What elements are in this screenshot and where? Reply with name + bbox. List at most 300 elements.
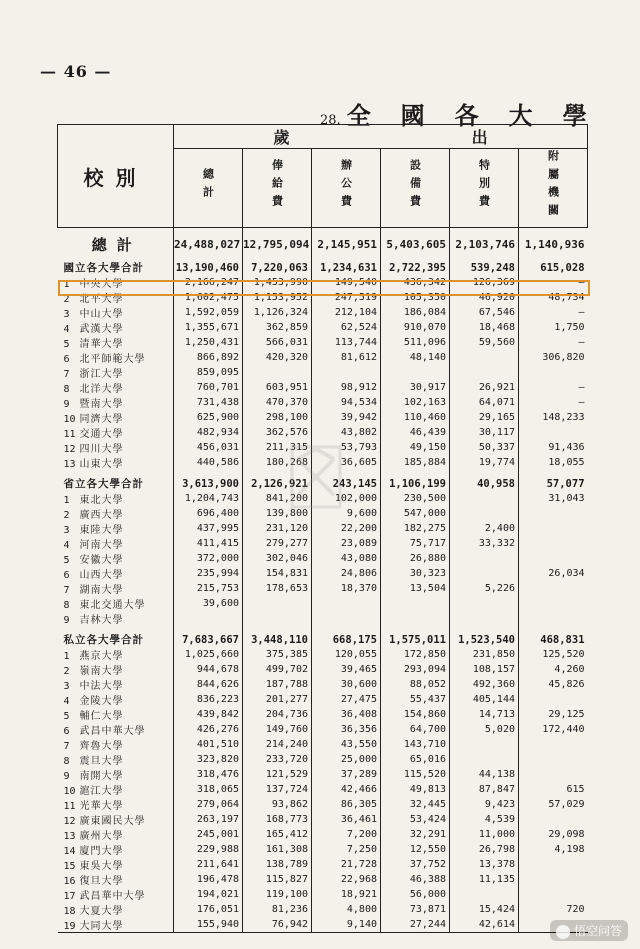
table-row <box>58 797 588 812</box>
table-row <box>58 521 588 536</box>
value-cell: 3,613,900 <box>174 476 243 491</box>
value-cell: 2,126,921 <box>243 476 312 491</box>
value-cell: 411,415 <box>174 536 243 551</box>
row-index: 15 <box>63 861 76 872</box>
value-cell: 866,892 <box>174 350 243 365</box>
row-index: 13 <box>63 459 76 470</box>
table-row <box>58 410 588 425</box>
table-row <box>58 536 588 551</box>
value-cell: 87,847 <box>450 782 519 797</box>
value-cell: 194,021 <box>174 887 243 902</box>
school-name-cell <box>58 350 174 365</box>
school-name-cell <box>58 551 174 566</box>
row-index: 2 <box>63 510 70 521</box>
value-cell: 75,717 <box>381 536 450 551</box>
school-name: 東陸大學 <box>79 525 124 536</box>
value-cell: 149,540 <box>312 275 381 290</box>
value-cell: 46,388 <box>381 872 450 887</box>
value-cell: 1,126,324 <box>243 305 312 320</box>
value-cell <box>519 365 588 380</box>
value-cell: 760,701 <box>174 380 243 395</box>
row-index: 8 <box>63 756 70 767</box>
value-cell: 178,653 <box>243 581 312 596</box>
value-cell: 279,277 <box>243 536 312 551</box>
school-header: 校別 <box>58 125 174 228</box>
value-cell: 470,370 <box>243 395 312 410</box>
school-name: 交通大學 <box>79 429 124 440</box>
school-name-cell <box>58 611 174 626</box>
value-cell: 440,586 <box>174 455 243 470</box>
school-name-cell <box>58 647 174 662</box>
watermark-logo-icon <box>290 445 342 509</box>
value-cell: 1,523,540 <box>450 632 519 647</box>
value-cell: 185,884 <box>381 455 450 470</box>
value-cell: 39,600 <box>174 596 243 611</box>
column-header-label: 設備費 <box>408 159 422 213</box>
school-name: 震旦大學 <box>79 756 124 767</box>
value-cell: 1,140,936 <box>519 228 588 261</box>
school-name-cell <box>58 677 174 692</box>
school-name-cell <box>58 917 174 933</box>
column-header-label: 辦公費 <box>339 159 353 213</box>
value-cell: 31,043 <box>519 491 588 506</box>
grand-total-row <box>58 228 588 261</box>
school-name: 東吳大學 <box>79 861 124 872</box>
table-row <box>58 707 588 722</box>
value-cell: 11,135 <box>450 872 519 887</box>
value-cell: 7,250 <box>312 842 381 857</box>
value-cell: 22,968 <box>312 872 381 887</box>
value-cell: 76,942 <box>243 917 312 933</box>
table-row <box>58 917 588 933</box>
value-cell: 1,153,952 <box>243 290 312 305</box>
row-index: 11 <box>63 801 76 812</box>
value-cell: 62,524 <box>312 320 381 335</box>
school-name-cell <box>58 290 174 305</box>
row-index: 14 <box>63 846 76 857</box>
table-row <box>58 887 588 902</box>
school-name-cell <box>58 872 174 887</box>
value-cell: 4,539 <box>450 812 519 827</box>
value-cell: 57,077 <box>519 476 588 491</box>
value-cell: 37,752 <box>381 857 450 872</box>
value-cell: 43,802 <box>312 425 381 440</box>
school-name: 廣西大學 <box>79 510 124 521</box>
school-name-cell <box>58 767 174 782</box>
value-cell: 49,813 <box>381 782 450 797</box>
table-row <box>58 827 588 842</box>
school-name-cell <box>58 737 174 752</box>
value-cell: 4,260 <box>519 662 588 677</box>
school-name-cell <box>58 506 174 521</box>
value-cell <box>519 596 588 611</box>
expenditure-header-char-2: 出 <box>471 128 488 147</box>
value-cell <box>519 611 588 626</box>
value-cell: 36,408 <box>312 707 381 722</box>
school-name: 廈門大學 <box>79 846 124 857</box>
value-cell: 67,546 <box>450 305 519 320</box>
value-cell <box>450 491 519 506</box>
table-row <box>58 551 588 566</box>
value-cell: 566,031 <box>243 335 312 350</box>
value-cell: 215,753 <box>174 581 243 596</box>
value-cell: 372,000 <box>174 551 243 566</box>
school-name-cell <box>58 857 174 872</box>
value-cell <box>519 737 588 752</box>
school-name: 山西大學 <box>79 570 124 581</box>
column-header-label: 特別費 <box>477 159 491 213</box>
school-name-cell <box>58 782 174 797</box>
value-cell: 43,080 <box>312 551 381 566</box>
value-cell: 27,475 <box>312 692 381 707</box>
row-index: 9 <box>63 771 70 782</box>
value-cell: 110,460 <box>381 410 450 425</box>
value-cell: 40,958 <box>450 476 519 491</box>
school-name: 大同大學 <box>79 921 124 932</box>
value-cell: 231,850 <box>450 647 519 662</box>
row-index: 6 <box>63 354 70 365</box>
column-header <box>381 149 450 228</box>
value-cell: 172,440 <box>519 722 588 737</box>
table-row <box>58 842 588 857</box>
value-cell: 48,734 <box>519 290 588 305</box>
value-cell <box>519 425 588 440</box>
value-cell: 1,250,431 <box>174 335 243 350</box>
value-cell: 59,560 <box>450 335 519 350</box>
value-cell <box>450 752 519 767</box>
value-cell: 13,504 <box>381 581 450 596</box>
value-cell: 668,175 <box>312 632 381 647</box>
school-name: 安徽大學 <box>79 555 124 566</box>
value-cell: 859,095 <box>174 365 243 380</box>
value-cell: 362,859 <box>243 320 312 335</box>
school-name-cell <box>58 902 174 917</box>
value-cell: 375,385 <box>243 647 312 662</box>
value-cell: 1,575,011 <box>381 632 450 647</box>
value-cell <box>450 737 519 752</box>
value-cell <box>450 365 519 380</box>
table-row <box>58 365 588 380</box>
value-cell: 499,702 <box>243 662 312 677</box>
value-cell: 115,520 <box>381 767 450 782</box>
column-header <box>450 149 519 228</box>
value-cell <box>243 611 312 626</box>
school-name-cell <box>58 662 174 677</box>
value-cell: 615 <box>519 782 588 797</box>
value-cell: 64,071 <box>450 395 519 410</box>
school-name-cell <box>58 260 174 275</box>
value-cell: 115,827 <box>243 872 312 887</box>
value-cell: 55,437 <box>381 692 450 707</box>
value-cell: 211,315 <box>243 440 312 455</box>
value-cell <box>381 596 450 611</box>
value-cell: 91,436 <box>519 440 588 455</box>
school-name-cell <box>58 752 174 767</box>
school-name-cell <box>58 521 174 536</box>
value-cell: 1,234,631 <box>312 260 381 275</box>
table-row <box>58 647 588 662</box>
school-name: 私立各大學合計 <box>63 634 144 646</box>
expenditure-header-char-1: 歲 <box>273 128 290 147</box>
value-cell: 247,519 <box>312 290 381 305</box>
value-cell: 302,046 <box>243 551 312 566</box>
school-name-cell <box>58 797 174 812</box>
value-cell <box>519 872 588 887</box>
table-row <box>58 566 588 581</box>
value-cell: 102,163 <box>381 395 450 410</box>
school-name: 燕京大學 <box>79 651 124 662</box>
table-row <box>58 722 588 737</box>
table-row <box>58 872 588 887</box>
value-cell: 113,744 <box>312 335 381 350</box>
table-row <box>58 395 588 410</box>
value-cell: 161,308 <box>243 842 312 857</box>
school-name-cell <box>58 335 174 350</box>
school-name-cell <box>58 305 174 320</box>
university-expenditure-table <box>57 124 588 933</box>
value-cell: 18,468 <box>450 320 519 335</box>
value-cell: 29,165 <box>450 410 519 425</box>
value-cell: 245,001 <box>174 827 243 842</box>
table-row <box>58 581 588 596</box>
value-cell: 9,423 <box>450 797 519 812</box>
table-row <box>58 812 588 827</box>
value-cell <box>174 611 243 626</box>
value-cell: 9,600 <box>312 506 381 521</box>
section-total-row <box>58 260 588 275</box>
table-row <box>58 902 588 917</box>
school-name-cell <box>58 491 174 506</box>
row-index: 8 <box>63 600 70 611</box>
value-cell: 105,350 <box>381 290 450 305</box>
table-row <box>58 857 588 872</box>
value-cell: 22,200 <box>312 521 381 536</box>
value-cell: 186,084 <box>381 305 450 320</box>
value-cell: 48,140 <box>381 350 450 365</box>
table-row <box>58 737 588 752</box>
value-cell: — <box>519 275 588 290</box>
row-index: 5 <box>63 339 70 350</box>
value-cell: 57,029 <box>519 797 588 812</box>
school-name: 嶺南大學 <box>79 666 124 677</box>
value-cell: 7,683,667 <box>174 632 243 647</box>
value-cell <box>519 521 588 536</box>
value-cell: 625,900 <box>174 410 243 425</box>
value-cell: 14,713 <box>450 707 519 722</box>
row-index: 7 <box>63 585 70 596</box>
school-name: 北洋大學 <box>79 384 124 395</box>
value-cell: 42,614 <box>450 917 519 933</box>
value-cell: 720 <box>519 902 588 917</box>
value-cell: 39,465 <box>312 662 381 677</box>
value-cell: 65,016 <box>381 752 450 767</box>
value-cell: 233,720 <box>243 752 312 767</box>
value-cell: 5,226 <box>450 581 519 596</box>
value-cell <box>519 752 588 767</box>
row-index: 6 <box>63 726 70 737</box>
value-cell: 21,728 <box>312 857 381 872</box>
value-cell: 53,793 <box>312 440 381 455</box>
value-cell: 143,710 <box>381 737 450 752</box>
column-header-label: 附屬機關 <box>546 150 560 222</box>
school-name: 湖南大學 <box>79 585 124 596</box>
value-cell <box>312 596 381 611</box>
value-cell: 36,461 <box>312 812 381 827</box>
value-cell: 298,100 <box>243 410 312 425</box>
school-name: 中山大學 <box>79 309 124 320</box>
value-cell: 53,424 <box>381 812 450 827</box>
value-cell: 125,520 <box>519 647 588 662</box>
table-row <box>58 767 588 782</box>
value-cell: 211,641 <box>174 857 243 872</box>
column-header <box>174 149 243 228</box>
value-cell: 1,204,743 <box>174 491 243 506</box>
value-cell: 27,244 <box>381 917 450 933</box>
table-row <box>58 611 588 626</box>
school-name: 北平大學 <box>79 294 124 305</box>
value-cell <box>381 365 450 380</box>
value-cell: 263,197 <box>174 812 243 827</box>
school-name-cell <box>58 536 174 551</box>
value-cell: 139,800 <box>243 506 312 521</box>
value-cell: 36,356 <box>312 722 381 737</box>
value-cell <box>450 506 519 521</box>
value-cell: 279,064 <box>174 797 243 812</box>
value-cell: 5,403,605 <box>381 228 450 261</box>
watermark-brand-text: 悟空问答 <box>573 924 622 938</box>
school-name: 廣州大學 <box>79 831 124 842</box>
value-cell: 229,988 <box>174 842 243 857</box>
school-name: 山東大學 <box>79 459 124 470</box>
value-cell: 26,880 <box>381 551 450 566</box>
value-cell: 9,140 <box>312 917 381 933</box>
value-cell: 94,534 <box>312 395 381 410</box>
table-row <box>58 350 588 365</box>
column-header <box>243 149 312 228</box>
value-cell <box>243 596 312 611</box>
value-cell: 212,104 <box>312 305 381 320</box>
table-title: 全國各大學 <box>346 101 617 130</box>
value-cell: 323,820 <box>174 752 243 767</box>
value-cell: 2,400 <box>450 521 519 536</box>
value-cell: 482,934 <box>174 425 243 440</box>
value-cell: 180,268 <box>243 455 312 470</box>
value-cell: 2,166,247 <box>174 275 243 290</box>
value-cell: 836,223 <box>174 692 243 707</box>
row-index: 8 <box>63 384 70 395</box>
table-row <box>58 782 588 797</box>
school-name: 同濟大學 <box>79 414 124 425</box>
value-cell: 293,094 <box>381 662 450 677</box>
value-cell: 401,510 <box>174 737 243 752</box>
value-cell: 1,592,059 <box>174 305 243 320</box>
value-cell: 2,145,951 <box>312 228 381 261</box>
value-cell <box>243 365 312 380</box>
school-name-cell <box>58 380 174 395</box>
value-cell: 45,826 <box>519 677 588 692</box>
value-cell: 32,445 <box>381 797 450 812</box>
table-row <box>58 677 588 692</box>
row-index: 2 <box>63 294 70 305</box>
row-index: 3 <box>63 681 70 692</box>
school-name-cell <box>58 476 174 491</box>
value-cell: 30,117 <box>450 425 519 440</box>
table-number: 28. <box>320 113 341 128</box>
value-cell <box>450 566 519 581</box>
value-cell: 235,994 <box>174 566 243 581</box>
school-name-cell <box>58 827 174 842</box>
value-cell: 2,103,746 <box>450 228 519 261</box>
value-cell: 42,466 <box>312 782 381 797</box>
value-cell: 182,275 <box>381 521 450 536</box>
value-cell: 30,323 <box>381 566 450 581</box>
value-cell: 36,605 <box>312 455 381 470</box>
table-row <box>58 752 588 767</box>
column-header <box>519 149 588 228</box>
watermark-brand <box>550 920 628 941</box>
value-cell: 29,125 <box>519 707 588 722</box>
value-cell: 44,138 <box>450 767 519 782</box>
row-index: 4 <box>63 696 70 707</box>
value-cell: 98,912 <box>312 380 381 395</box>
value-cell <box>519 767 588 782</box>
value-cell: 50,337 <box>450 440 519 455</box>
value-cell: 201,277 <box>243 692 312 707</box>
value-cell: 154,860 <box>381 707 450 722</box>
value-cell: 88,052 <box>381 677 450 692</box>
value-cell: 230,500 <box>381 491 450 506</box>
value-cell: 25,000 <box>312 752 381 767</box>
school-name-cell <box>58 395 174 410</box>
value-cell: 30,917 <box>381 380 450 395</box>
school-name-cell <box>58 812 174 827</box>
value-cell <box>312 611 381 626</box>
value-cell: 26,798 <box>450 842 519 857</box>
value-cell <box>519 812 588 827</box>
value-cell <box>450 350 519 365</box>
value-cell <box>450 551 519 566</box>
value-cell: 1,453,990 <box>243 275 312 290</box>
school-name: 河南大學 <box>79 540 124 551</box>
row-index: 5 <box>63 555 70 566</box>
value-cell: 18,370 <box>312 581 381 596</box>
school-name-cell <box>58 581 174 596</box>
value-cell: — <box>519 395 588 410</box>
value-cell: 362,576 <box>243 425 312 440</box>
row-index: 13 <box>63 831 76 842</box>
school-name-cell <box>58 275 174 290</box>
table-row <box>58 662 588 677</box>
value-cell: 4,198 <box>519 842 588 857</box>
value-cell <box>519 581 588 596</box>
school-name-cell <box>58 692 174 707</box>
value-cell: 204,736 <box>243 707 312 722</box>
school-name: 齊魯大學 <box>79 741 124 752</box>
column-header-label: 總計 <box>201 168 215 204</box>
value-cell <box>519 551 588 566</box>
row-index: 1 <box>63 495 70 506</box>
value-cell: 176,051 <box>174 902 243 917</box>
value-cell: 93,862 <box>243 797 312 812</box>
row-index: 18 <box>63 906 76 917</box>
value-cell: 539,248 <box>450 260 519 275</box>
school-name: 東北交通大學 <box>79 600 146 611</box>
value-cell: 7,200 <box>312 827 381 842</box>
value-cell: 436,342 <box>381 275 450 290</box>
value-cell: 468,831 <box>519 632 588 647</box>
school-name: 北平師範大學 <box>79 354 146 365</box>
school-name: 浙江大學 <box>79 369 124 380</box>
